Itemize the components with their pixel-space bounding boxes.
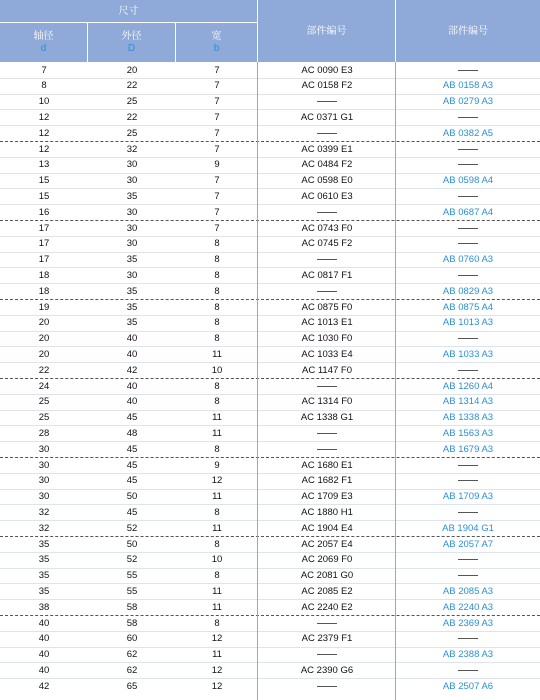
part-number-a-header-label: 部件编号: [306, 25, 347, 37]
part-number-a-cell: AC 1904 E4: [301, 522, 353, 534]
width-cell: 8: [214, 570, 220, 582]
table-row: [0, 616, 540, 631]
width-cell: 7: [214, 206, 220, 218]
part-number-b-cell: [396, 363, 540, 378]
bore-cell: 19: [38, 301, 50, 313]
empty-dash: [458, 275, 478, 276]
width-cell: 8: [214, 538, 220, 550]
table-row: [0, 537, 540, 552]
table-row: [0, 663, 540, 678]
table-row: [0, 142, 540, 157]
table-row: [0, 78, 540, 93]
table-row: [0, 157, 540, 172]
bore-cell: 25: [38, 412, 50, 424]
empty-dash: [458, 480, 478, 481]
table-row: [0, 126, 540, 141]
width-cell: 8: [214, 333, 220, 345]
bore-cell: 35: [38, 538, 50, 550]
width-cell: 8: [214, 617, 220, 629]
empty-dash: [458, 575, 478, 576]
part-number-a-cell: [258, 284, 396, 299]
part-number-b-cell: [396, 110, 540, 125]
bore-cell: 28: [38, 428, 50, 439]
table-row: [0, 679, 540, 694]
width-cell: 7: [214, 64, 220, 76]
part-number-b-cell: [396, 221, 540, 236]
outer-diameter-cell: 40: [126, 349, 138, 360]
outer-diameter-cell: 30: [126, 159, 138, 171]
outer-diameter-cell: 35: [126, 254, 138, 266]
outer-diameter-header: [88, 23, 175, 62]
outer-diameter-cell: 62: [126, 665, 138, 676]
bore-cell: 30: [38, 491, 50, 503]
part-number-a-cell: AC 0875 F0: [301, 301, 353, 313]
bore-cell: 12: [38, 143, 50, 155]
empty-dash: [458, 228, 478, 229]
bore-cell: 15: [38, 175, 50, 187]
column-divider: [395, 62, 396, 700]
bore-cell: 7: [41, 64, 47, 76]
part-number-b-header: [396, 0, 540, 62]
part-number-a-cell: AC 0090 E3: [301, 64, 353, 76]
part-number-a-cell: AC 2240 E2: [301, 601, 353, 613]
bore-cell: 17: [38, 254, 50, 266]
part-number-b-cell: AB 1709 A3: [442, 491, 494, 503]
outer-diameter-cell: 32: [126, 143, 138, 155]
outer-diameter-cell: 22: [126, 112, 138, 123]
part-number-a-cell: [258, 205, 396, 220]
part-number-b-cell: AB 0875 A4: [442, 301, 494, 313]
width-cell: 9: [214, 459, 220, 471]
part-number-b-cell: AB 1260 A4: [442, 380, 494, 392]
table-row: [0, 584, 540, 599]
part-number-a-cell: [258, 442, 396, 457]
table-row: [0, 631, 540, 646]
part-number-b-cell: AB 2085 A3: [442, 586, 494, 597]
part-number-a-cell: AC 2081 G0: [300, 570, 354, 582]
part-number-b-cell: AB 0279 A3: [442, 96, 494, 108]
table-row: [0, 315, 540, 330]
empty-dash: [317, 433, 337, 434]
empty-dash: [458, 196, 478, 197]
part-number-b-cell: [396, 568, 540, 583]
table-header: [0, 0, 540, 62]
width-cell: 10: [211, 554, 223, 566]
part-number-b-cell: AB 2240 A3: [442, 601, 494, 613]
outer-diameter-cell: 42: [126, 364, 138, 376]
bore-cell: 40: [38, 633, 50, 645]
width-cell: 10: [211, 364, 223, 376]
part-number-b-cell: AB 0829 A3: [442, 285, 494, 297]
empty-dash: [458, 117, 478, 118]
column-divider: [257, 62, 258, 700]
table-row: [0, 236, 540, 251]
width-header-label: 宽: [211, 31, 222, 42]
outer-diameter-cell: 65: [126, 680, 138, 692]
outer-diameter-cell: 55: [126, 586, 138, 597]
part-number-a-cell: [258, 126, 396, 141]
part-number-a-cell: [258, 616, 396, 631]
bore-header-label: 轴径: [33, 31, 54, 42]
outer-diameter-cell: 45: [126, 507, 138, 518]
empty-dash: [317, 101, 337, 102]
part-number-b-cell: AB 1338 A3: [442, 412, 494, 424]
table-row: [0, 426, 540, 441]
outer-diameter-cell: 20: [126, 64, 138, 76]
table-row: [0, 110, 540, 125]
part-number-a-cell: [258, 252, 396, 267]
outer-diameter-cell: 30: [126, 238, 138, 250]
outer-diameter-cell: 25: [126, 96, 138, 108]
width-cell: 7: [214, 96, 220, 108]
table-row: [0, 363, 540, 378]
bore-cell: 32: [38, 522, 50, 534]
part-number-a-cell: AC 1030 F0: [301, 333, 353, 345]
part-number-b-cell: AB 1013 A3: [442, 317, 494, 329]
outer-diameter-header-symbol: D: [127, 43, 136, 54]
width-cell: 11: [212, 349, 222, 360]
table-row: [0, 284, 540, 299]
part-number-a-cell: [258, 679, 396, 694]
part-number-a-cell: [258, 379, 396, 394]
part-number-a-cell: AC 2379 F1: [301, 633, 353, 645]
empty-dash: [458, 465, 478, 466]
width-cell: 7: [214, 222, 220, 234]
table-row: [0, 647, 540, 662]
width-cell: 8: [214, 270, 220, 281]
empty-dash: [317, 686, 337, 687]
part-number-a-cell: [258, 647, 396, 662]
part-number-b-cell: [396, 552, 540, 567]
bore-cell: 13: [38, 159, 50, 171]
width-cell: 8: [214, 380, 220, 392]
part-number-b-cell: AB 1314 A3: [442, 396, 494, 408]
part-number-b-cell: [396, 63, 540, 78]
part-number-b-cell: AB 0760 A3: [442, 254, 494, 266]
bore-cell: 24: [38, 380, 50, 392]
bore-cell: 17: [38, 222, 50, 234]
part-number-b-header-label: 部件编号: [448, 25, 488, 37]
part-number-a-cell: AC 0399 E1: [301, 143, 353, 155]
part-number-a-cell: AC 2390 G6: [300, 665, 354, 676]
part-number-a-cell: AC 1147 F0: [302, 364, 352, 376]
bore-cell: 38: [38, 601, 50, 613]
width-cell: 7: [214, 191, 220, 202]
outer-diameter-cell: 35: [126, 301, 138, 313]
width-cell: 8: [214, 317, 220, 329]
width-header-symbol: b: [213, 43, 220, 54]
outer-diameter-cell: 45: [126, 443, 138, 455]
width-cell: 8: [214, 238, 220, 250]
part-number-a-cell: AC 1680 E1: [301, 459, 353, 471]
bore-cell: 35: [38, 586, 50, 597]
bore-cell: 30: [38, 443, 50, 455]
width-cell: 8: [214, 507, 220, 518]
width-cell: 11: [212, 649, 222, 661]
bore-cell: 22: [38, 364, 50, 376]
width-cell: 7: [214, 127, 220, 139]
outer-diameter-cell: 45: [126, 459, 138, 471]
table-row: [0, 252, 540, 267]
outer-diameter-cell: 60: [126, 633, 138, 645]
part-number-b-cell: [396, 458, 540, 473]
table-row: [0, 473, 540, 488]
part-number-a-header: [258, 0, 395, 62]
outer-diameter-cell: 55: [126, 570, 138, 582]
outer-diameter-cell: 50: [126, 538, 138, 550]
outer-diameter-cell: 62: [126, 649, 138, 661]
part-number-b-cell: [396, 142, 540, 157]
part-number-b-cell: [396, 473, 540, 488]
width-cell: 8: [214, 396, 220, 408]
width-cell: 12: [211, 665, 223, 676]
outer-diameter-cell: 58: [126, 617, 138, 629]
part-number-a-cell: AC 0598 E0: [301, 175, 353, 187]
empty-dash: [317, 386, 337, 387]
table-row: [0, 331, 540, 346]
part-number-a-cell: [258, 94, 396, 109]
width-cell: 12: [211, 633, 223, 645]
part-number-b-cell: AB 0382 A5: [442, 127, 494, 139]
bore-cell: 12: [38, 112, 50, 123]
table-body: [0, 62, 540, 700]
empty-dash: [458, 70, 478, 71]
width-cell: 11: [212, 412, 222, 424]
bore-cell: 35: [38, 554, 50, 566]
bore-cell: 18: [38, 270, 50, 281]
part-number-b-cell: AB 0687 A4: [442, 206, 494, 218]
width-cell: 8: [214, 285, 220, 297]
bore-cell: 16: [38, 206, 50, 218]
outer-diameter-header-label: 外径: [121, 31, 142, 42]
table-row: [0, 189, 540, 204]
width-cell: 8: [214, 254, 220, 266]
bore-cell: 20: [38, 349, 50, 360]
width-cell: 9: [214, 159, 220, 171]
outer-diameter-cell: 52: [126, 554, 138, 566]
width-cell: 11: [212, 522, 222, 534]
part-number-b-cell: [396, 505, 540, 520]
bore-cell: 18: [38, 285, 50, 297]
outer-diameter-cell: 35: [126, 285, 138, 297]
outer-diameter-cell: 40: [126, 380, 138, 392]
empty-dash: [458, 512, 478, 513]
empty-dash: [317, 133, 337, 134]
empty-dash: [317, 654, 337, 655]
table-row: [0, 63, 540, 78]
empty-dash: [317, 623, 337, 624]
bore-cell: 30: [38, 475, 50, 487]
part-number-b-cell: AB 0158 A3: [442, 80, 494, 92]
part-number-a-cell: AC 0484 F2: [301, 159, 353, 171]
bore-cell: 40: [38, 649, 50, 661]
part-number-a-cell: AC 2069 F0: [301, 554, 353, 566]
part-number-b-cell: AB 2388 A3: [442, 649, 494, 661]
empty-dash: [458, 243, 478, 244]
part-number-a-cell: AC 0371 G1: [300, 112, 354, 123]
part-number-a-cell: AC 1709 E3: [301, 491, 353, 503]
table-row: [0, 347, 540, 362]
bore-cell: 8: [41, 80, 47, 92]
width-cell: 7: [214, 80, 220, 92]
width-cell: 11: [212, 491, 222, 503]
table-row: [0, 552, 540, 567]
part-number-a-cell: AC 2085 E2: [301, 586, 353, 597]
bore-cell: 10: [38, 96, 50, 108]
part-number-b-cell: [396, 331, 540, 346]
outer-diameter-cell: 52: [126, 522, 138, 534]
table-row: [0, 442, 540, 457]
width-cell: 7: [214, 143, 220, 155]
bore-cell: 25: [38, 396, 50, 408]
part-number-a-cell: AC 1013 E1: [301, 317, 353, 329]
table-row: [0, 521, 540, 536]
table-row: [0, 221, 540, 236]
dimensions-header: [0, 0, 257, 22]
bore-cell: 35: [38, 570, 50, 582]
part-number-a-cell: AC 0743 F0: [301, 222, 353, 234]
outer-diameter-cell: 45: [126, 412, 138, 424]
outer-diameter-cell: 40: [126, 396, 138, 408]
part-number-a-cell: AC 1314 F0: [301, 396, 353, 408]
table-row: [0, 173, 540, 188]
table-row: [0, 205, 540, 220]
width-cell: 11: [212, 601, 222, 613]
table-row: [0, 394, 540, 409]
table-row: [0, 410, 540, 425]
bore-cell: 15: [38, 191, 50, 202]
part-number-a-cell: AC 1880 H1: [301, 507, 353, 518]
empty-dash: [458, 559, 478, 560]
part-number-b-cell: AB 1904 G1: [442, 522, 494, 534]
dimensions-header-label: 尺寸: [118, 5, 139, 17]
outer-diameter-cell: 45: [126, 475, 138, 487]
outer-diameter-cell: 30: [126, 206, 138, 218]
outer-diameter-cell: 30: [126, 175, 138, 187]
part-number-b-cell: AB 2507 A6: [442, 680, 494, 692]
part-number-b-cell: AB 1679 A3: [442, 443, 494, 455]
bore-cell: 20: [38, 333, 50, 345]
empty-dash: [458, 338, 478, 339]
outer-diameter-cell: 50: [126, 491, 138, 503]
bore-header: [0, 23, 87, 62]
empty-dash: [458, 670, 478, 671]
empty-dash: [458, 370, 478, 371]
bore-cell: 20: [38, 317, 50, 329]
part-number-b-cell: [396, 236, 540, 251]
outer-diameter-cell: 48: [126, 428, 138, 439]
outer-diameter-cell: 30: [126, 222, 138, 234]
width-cell: 11: [212, 428, 222, 439]
width-cell: 8: [214, 301, 220, 313]
outer-diameter-cell: 35: [126, 191, 138, 202]
empty-dash: [458, 164, 478, 165]
bore-header-symbol: d: [40, 43, 47, 54]
table-row: [0, 268, 540, 283]
empty-dash: [317, 291, 337, 292]
part-number-a-cell: AC 1682 F1: [301, 475, 353, 487]
bore-cell: 17: [38, 238, 50, 250]
table-row: [0, 568, 540, 583]
table-row: [0, 94, 540, 109]
part-number-a-cell: AC 1033 E4: [301, 349, 353, 360]
outer-diameter-cell: 40: [126, 333, 138, 345]
part-number-a-cell: AC 2057 E4: [301, 538, 353, 550]
part-number-a-cell: AC 0745 F2: [301, 238, 353, 250]
outer-diameter-cell: 25: [126, 127, 138, 139]
empty-dash: [458, 638, 478, 639]
table-row: [0, 458, 540, 473]
part-number-b-cell: [396, 157, 540, 172]
width-cell: 12: [211, 680, 223, 692]
part-number-b-cell: AB 2369 A3: [442, 617, 494, 629]
bore-cell: 12: [38, 127, 50, 139]
width-cell: 8: [214, 443, 220, 455]
table-row: [0, 379, 540, 394]
table-row: [0, 505, 540, 520]
outer-diameter-cell: 58: [126, 601, 138, 613]
width-cell: 12: [211, 475, 223, 487]
bore-cell: 30: [38, 459, 50, 471]
table-row: [0, 600, 540, 615]
table-row: [0, 489, 540, 504]
empty-dash: [458, 149, 478, 150]
part-number-a-cell: AC 0817 F1: [301, 270, 353, 281]
part-number-b-cell: [396, 189, 540, 204]
part-number-b-cell: AB 2057 A7: [442, 538, 494, 550]
part-number-a-cell: [258, 426, 396, 441]
outer-diameter-cell: 22: [126, 80, 138, 92]
bore-cell: 32: [38, 507, 50, 518]
part-number-b-cell: [396, 663, 540, 678]
part-number-b-cell: AB 0598 A4: [442, 175, 494, 187]
part-number-a-cell: AC 1338 G1: [300, 412, 354, 424]
part-number-b-cell: AB 1563 A3: [442, 428, 494, 439]
empty-dash: [317, 212, 337, 213]
part-number-a-cell: AC 0610 E3: [301, 191, 353, 202]
bore-cell: 40: [38, 665, 50, 676]
width-cell: 11: [212, 586, 222, 597]
part-number-a-cell: AC 0158 F2: [301, 80, 353, 92]
width-cell: 7: [214, 175, 220, 187]
bore-cell: 42: [38, 680, 50, 692]
part-number-b-cell: AB 1033 A3: [442, 349, 494, 360]
width-cell: 7: [214, 112, 220, 123]
empty-dash: [317, 259, 337, 260]
outer-diameter-cell: 35: [126, 317, 138, 329]
empty-dash: [317, 449, 337, 450]
outer-diameter-cell: 30: [126, 270, 138, 281]
table-row: [0, 300, 540, 315]
part-number-b-cell: [396, 268, 540, 283]
part-number-b-cell: [396, 631, 540, 646]
bore-cell: 40: [38, 617, 50, 629]
width-header: [176, 23, 257, 62]
